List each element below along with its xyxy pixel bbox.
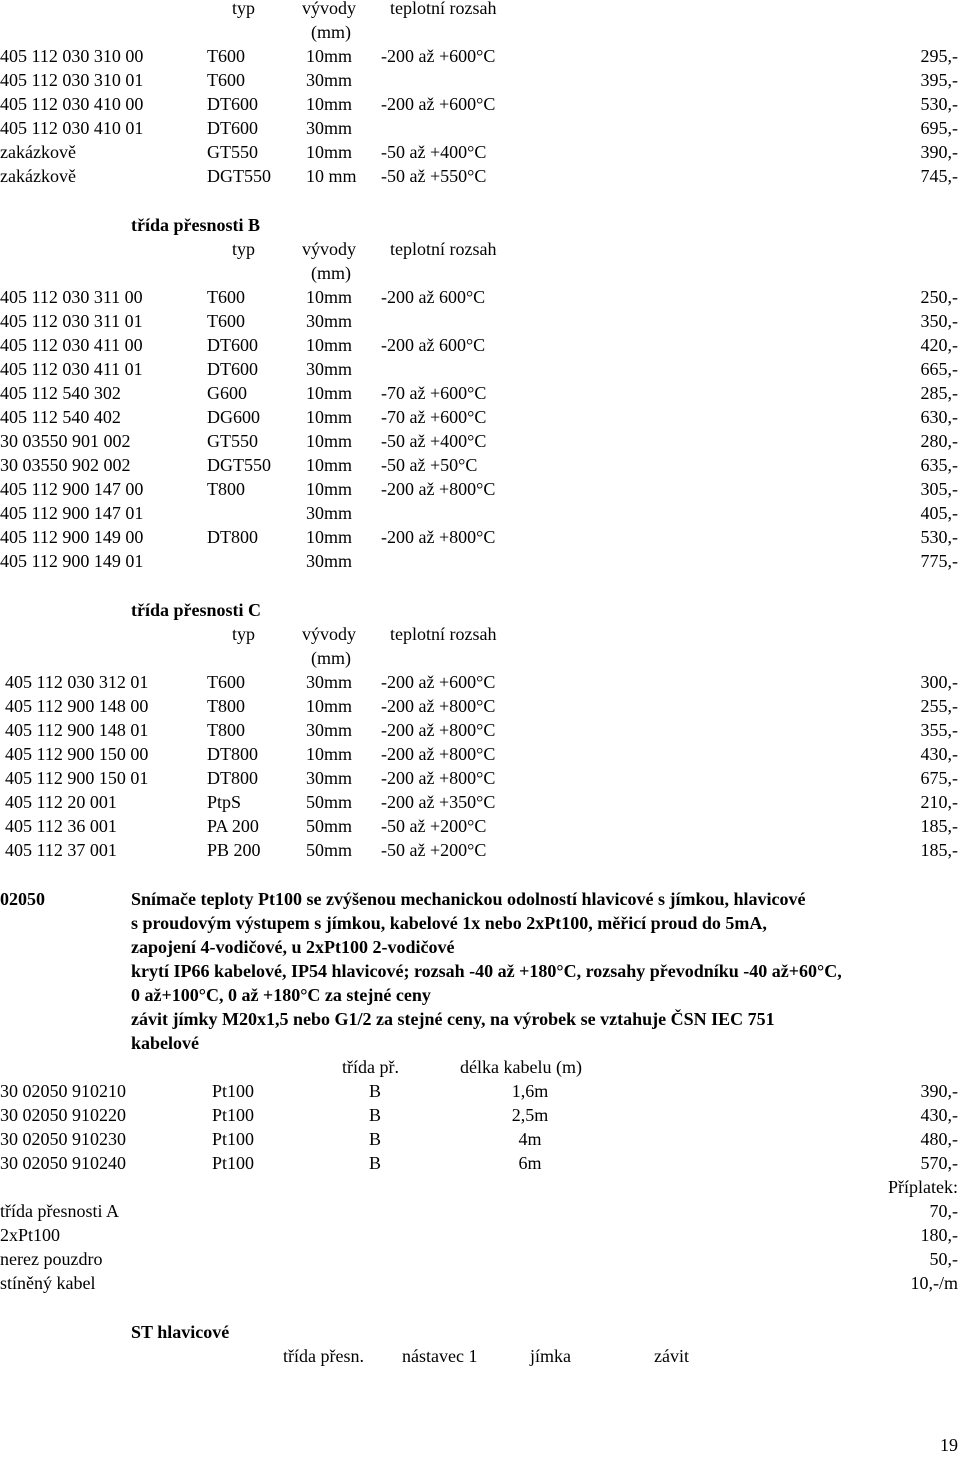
cell-rozsah: -200 až +600°C xyxy=(381,94,496,114)
cell-vyvody: 30mm xyxy=(306,311,353,331)
cell-code: 405 112 900 147 01 xyxy=(0,503,144,523)
cell-rozsah: -200 až +800°C xyxy=(381,479,496,499)
cell-typ: DGT550 xyxy=(207,166,271,186)
cell-vyvody: 50mm xyxy=(306,840,353,860)
cell-rozsah: -50 až +400°C xyxy=(381,142,487,162)
cell-delka: 2,5m xyxy=(511,1105,549,1125)
cell-code: zakázkově xyxy=(0,142,76,162)
table-row xyxy=(0,44,960,68)
cell-code: 405 112 900 148 00 xyxy=(5,696,149,716)
cell-code: 405 112 36 001 xyxy=(5,816,117,836)
cell-typ: DGT550 xyxy=(207,455,271,475)
header-mm: (mm) xyxy=(311,22,351,42)
table-row xyxy=(0,766,960,790)
cell-code: 405 112 900 148 01 xyxy=(5,720,149,740)
description-line: zapojení 4-vodičové, u 2xPt100 2-vodičové xyxy=(131,937,455,957)
cell-cena: 180,- xyxy=(920,1225,958,1245)
cell-rozsah: -200 až +800°C xyxy=(381,768,496,788)
cell-vyvody: 10mm xyxy=(306,527,353,547)
cell-vyvody: 10mm xyxy=(306,383,353,403)
cell-vyvody: 10mm xyxy=(306,455,353,475)
cell-cena: 285,- xyxy=(920,383,958,403)
section-02050-description xyxy=(131,887,960,1055)
table-row xyxy=(0,1223,960,1247)
header-rozsah: teplotní rozsah xyxy=(390,239,497,259)
cell-vyvody: 10mm xyxy=(306,46,353,66)
description-line: krytí IP66 kabelové, IP54 hlavicové; rozsah -40 až +180°C, rozsahy převodníku -40 až+60°C, xyxy=(131,961,842,981)
cell-typ: T600 xyxy=(207,46,245,66)
cell-vyvody: 10 mm xyxy=(306,166,357,186)
cell-typ: T600 xyxy=(207,70,245,90)
table-row xyxy=(0,1079,960,1103)
cell-typ: DT600 xyxy=(207,359,258,379)
cell-cena: 530,- xyxy=(920,527,958,547)
table-row xyxy=(0,357,960,381)
cell-typ: DT600 xyxy=(207,118,258,138)
table-row xyxy=(0,1151,960,1175)
header-trida: třída př. xyxy=(342,1057,399,1077)
header-typ: typ xyxy=(232,624,256,644)
cell-cena: 50,- xyxy=(929,1249,958,1269)
cell-typ: Pt100 xyxy=(212,1081,255,1101)
cell-typ: T800 xyxy=(207,479,245,499)
cell-code: 405 112 20 001 xyxy=(5,792,117,812)
cell-code: 405 112 540 302 xyxy=(0,383,121,403)
cell-vyvody: 50mm xyxy=(306,792,353,812)
cell-vyvody: 10mm xyxy=(306,94,353,114)
table-row xyxy=(0,694,960,718)
table-row xyxy=(0,525,960,549)
table-row xyxy=(0,333,960,357)
cell-rozsah: -50 až +200°C xyxy=(381,840,487,860)
cell-cena: 480,- xyxy=(920,1129,958,1149)
cell-vyvody: 30mm xyxy=(306,359,353,379)
section-b-title: třída přesnosti B xyxy=(131,215,261,235)
cell-code: 405 112 030 411 01 xyxy=(0,359,143,379)
table-row xyxy=(0,429,960,453)
section-b-header xyxy=(0,237,960,261)
table-row xyxy=(0,838,960,862)
section-b-title-line xyxy=(0,213,960,237)
cell-cena: 530,- xyxy=(920,94,958,114)
table-row xyxy=(0,670,960,694)
cell-typ: T800 xyxy=(207,720,245,740)
cell-rozsah: -200 až +800°C xyxy=(381,744,496,764)
header-nastavec: nástavec 1 xyxy=(402,1346,478,1366)
cell-cena: 185,- xyxy=(920,840,958,860)
cell-rozsah: -50 až +200°C xyxy=(381,816,487,836)
section-a-header xyxy=(0,0,960,20)
section-b-header-unit xyxy=(0,261,960,285)
cell-rozsah: -200 až 600°C xyxy=(381,287,486,307)
table-row xyxy=(0,381,960,405)
table-row xyxy=(0,814,960,838)
description-line: závit jímky M20x1,5 nebo G1/2 za stejné ceny, na výrobek se vztahuje ČSN IEC 751 xyxy=(131,1009,775,1029)
cell-code: 405 112 900 150 01 xyxy=(5,768,149,788)
cell-cena: 665,- xyxy=(920,359,958,379)
cell-cena: 405,- xyxy=(920,503,958,523)
cell-rozsah: -50 až +550°C xyxy=(381,166,487,186)
section-st-title: ST hlavicové xyxy=(131,1322,230,1342)
cell-vyvody: 30mm xyxy=(306,503,353,523)
cell-cena: 295,- xyxy=(920,46,958,66)
table-row xyxy=(0,549,960,573)
cell-cena: 305,- xyxy=(920,479,958,499)
header-jimka: jímka xyxy=(530,1346,571,1366)
header-vyvody: vývody xyxy=(302,239,356,259)
table-row xyxy=(0,164,960,188)
cell-code: 405 112 030 410 01 xyxy=(0,118,144,138)
header-trida: třída přesn. xyxy=(283,1346,364,1366)
cell-code: 405 112 030 311 00 xyxy=(0,287,143,307)
header-typ: typ xyxy=(232,0,256,18)
header-rozsah: teplotní rozsah xyxy=(390,0,497,18)
cell-cena: 355,- xyxy=(920,720,958,740)
cell-typ: Pt100 xyxy=(212,1129,255,1149)
table-row xyxy=(0,116,960,140)
cell-typ: T600 xyxy=(207,672,245,692)
table-row xyxy=(0,718,960,742)
cell-vyvody: 10mm xyxy=(306,696,353,716)
cell-rozsah: -200 až +800°C xyxy=(381,527,496,547)
priplatek-label: Příplatek: xyxy=(888,1177,958,1197)
cell-rozsah: -200 až +800°C xyxy=(381,696,496,716)
cell-delka: 6m xyxy=(518,1153,542,1173)
cell-typ: T600 xyxy=(207,287,245,307)
cell-cena: 570,- xyxy=(920,1153,958,1173)
cell-rozsah: -200 až +600°C xyxy=(381,46,496,66)
section-c-header-unit xyxy=(0,646,960,670)
cell-typ: G600 xyxy=(207,383,247,403)
cell-typ: Pt100 xyxy=(212,1105,255,1125)
cell-cena: 350,- xyxy=(920,311,958,331)
cell-rozsah: -200 až +350°C xyxy=(381,792,496,812)
cell-cena: 300,- xyxy=(920,672,958,692)
table-row xyxy=(0,1247,960,1271)
cell-label: nerez pouzdro xyxy=(0,1249,103,1269)
header-vyvody: vývody xyxy=(302,0,356,18)
cell-typ: DT800 xyxy=(207,527,258,547)
header-mm: (mm) xyxy=(311,648,351,668)
description-line: Snímače teploty Pt100 se zvýšenou mechanickou odolností hlavicové s jímkou, hlavicové xyxy=(131,889,806,909)
cell-cena: 635,- xyxy=(920,455,958,475)
table-row xyxy=(0,790,960,814)
cell-cena: 430,- xyxy=(920,1105,958,1125)
section-02050-header xyxy=(0,1055,960,1079)
cell-typ: T600 xyxy=(207,311,245,331)
cell-cena: 280,- xyxy=(920,431,958,451)
cell-label: třída přesnosti A xyxy=(0,1201,119,1221)
header-vyvody: vývody xyxy=(302,624,356,644)
cell-code: 405 112 900 147 00 xyxy=(0,479,144,499)
cell-code: 405 112 37 001 xyxy=(5,840,117,860)
cell-typ: DT800 xyxy=(207,768,258,788)
cell-rozsah: -50 až +400°C xyxy=(381,431,487,451)
cell-vyvody: 30mm xyxy=(306,720,353,740)
cell-vyvody: 10mm xyxy=(306,142,353,162)
cell-rozsah: -50 až +50°C xyxy=(381,455,478,475)
cell-cena: 10,-/m xyxy=(910,1273,958,1293)
cell-code: 405 112 900 149 00 xyxy=(0,527,144,547)
cell-typ: GT550 xyxy=(207,431,258,451)
description-line: s proudovým výstupem s jímkou, kabelové 1x nebo 2xPt100, měřicí proud do 5mA, xyxy=(131,913,767,933)
cell-typ: GT550 xyxy=(207,142,258,162)
cell-cena: 675,- xyxy=(920,768,958,788)
cell-trida: B xyxy=(368,1105,381,1125)
cell-vyvody: 10mm xyxy=(306,479,353,499)
cell-trida: B xyxy=(368,1153,381,1173)
table-row xyxy=(0,405,960,429)
table-row xyxy=(0,309,960,333)
header-zavit: závit xyxy=(654,1346,689,1366)
header-typ: typ xyxy=(232,239,256,259)
table-row xyxy=(0,1103,960,1127)
cell-code: 405 112 900 150 00 xyxy=(5,744,149,764)
cell-cena: 395,- xyxy=(920,70,958,90)
cell-vyvody: 30mm xyxy=(306,672,353,692)
header-rozsah: teplotní rozsah xyxy=(390,624,497,644)
table-row xyxy=(0,1199,960,1223)
cell-code: zakázkově xyxy=(0,166,76,186)
cell-delka: 4m xyxy=(518,1129,542,1149)
cell-rozsah: -70 až +600°C xyxy=(381,383,487,403)
cell-vyvody: 10mm xyxy=(306,407,353,427)
cell-cena: 70,- xyxy=(929,1201,958,1221)
cell-typ: PtpS xyxy=(207,792,242,812)
cell-cena: 185,- xyxy=(920,816,958,836)
section-st-title-line xyxy=(0,1320,960,1344)
cell-rozsah: -70 až +600°C xyxy=(381,407,487,427)
cell-code: 405 112 030 310 00 xyxy=(0,46,144,66)
cell-cena: 695,- xyxy=(920,118,958,138)
cell-cena: 390,- xyxy=(920,142,958,162)
cell-cena: 210,- xyxy=(920,792,958,812)
cell-code: 405 112 030 310 01 xyxy=(0,70,144,90)
table-row xyxy=(0,285,960,309)
cell-rozsah: -200 až +800°C xyxy=(381,720,496,740)
cell-typ: T800 xyxy=(207,696,245,716)
cell-cena: 250,- xyxy=(920,287,958,307)
section-st-header xyxy=(0,1344,960,1368)
cell-vyvody: 50mm xyxy=(306,816,353,836)
cell-rozsah: -200 až +600°C xyxy=(381,672,496,692)
cell-label: stíněný kabel xyxy=(0,1273,96,1293)
cell-typ: PA 200 xyxy=(207,816,259,836)
table-row xyxy=(0,1271,960,1295)
cell-code: 30 02050 910210 xyxy=(0,1081,126,1101)
cell-typ: DT600 xyxy=(207,335,258,355)
cell-code: 405 112 030 311 01 xyxy=(0,311,143,331)
table-row xyxy=(0,140,960,164)
cell-typ: DT600 xyxy=(207,94,258,114)
cell-code: 405 112 030 312 01 xyxy=(5,672,149,692)
cell-code: 30 03550 901 002 xyxy=(0,431,131,451)
cell-code: 405 112 030 410 00 xyxy=(0,94,144,114)
table-row xyxy=(0,68,960,92)
description-line: 0 až+100°C, 0 až +180°C za stejné ceny xyxy=(131,985,431,1005)
cell-cena: 745,- xyxy=(920,166,958,186)
section-a-header-unit xyxy=(0,20,960,44)
cell-vyvody: 30mm xyxy=(306,768,353,788)
cell-code: 30 02050 910230 xyxy=(0,1129,126,1149)
cell-trida: B xyxy=(368,1129,381,1149)
cell-cena: 390,- xyxy=(920,1081,958,1101)
table-row xyxy=(0,1127,960,1151)
cell-code: 30 02050 910240 xyxy=(0,1153,126,1173)
cell-typ: PB 200 xyxy=(207,840,261,860)
page-number: 19 xyxy=(940,1435,958,1455)
cell-rozsah: -200 až 600°C xyxy=(381,335,486,355)
header-delka: délka kabelu (m) xyxy=(460,1057,582,1077)
table-row xyxy=(0,92,960,116)
description-line: kabelové xyxy=(131,1033,200,1053)
cell-vyvody: 30mm xyxy=(306,551,353,571)
cell-code: 30 03550 902 002 xyxy=(0,455,131,475)
table-row xyxy=(0,742,960,766)
table-row xyxy=(0,477,960,501)
cell-vyvody: 10mm xyxy=(306,744,353,764)
cell-vyvody: 30mm xyxy=(306,70,353,90)
cell-vyvody: 30mm xyxy=(306,118,353,138)
cell-delka: 1,6m xyxy=(511,1081,549,1101)
cell-typ: DG600 xyxy=(207,407,260,427)
section-c-header xyxy=(0,622,960,646)
cell-cena: 420,- xyxy=(920,335,958,355)
header-mm: (mm) xyxy=(311,263,351,283)
cell-code: 405 112 030 411 00 xyxy=(0,335,143,355)
cell-trida: B xyxy=(368,1081,381,1101)
section-number: 02050 xyxy=(0,889,45,909)
cell-cena: 630,- xyxy=(920,407,958,427)
cell-cena: 775,- xyxy=(920,551,958,571)
cell-vyvody: 10mm xyxy=(306,287,353,307)
cell-vyvody: 10mm xyxy=(306,335,353,355)
cell-vyvody: 10mm xyxy=(306,431,353,451)
cell-code: 405 112 540 402 xyxy=(0,407,121,427)
cell-cena: 255,- xyxy=(920,696,958,716)
section-c-title-line xyxy=(0,598,960,622)
priplatek-line xyxy=(0,1175,960,1199)
table-row xyxy=(0,453,960,477)
cell-code: 405 112 900 149 01 xyxy=(0,551,144,571)
cell-cena: 430,- xyxy=(920,744,958,764)
section-c-title: třída přesnosti C xyxy=(131,600,261,620)
cell-typ: DT800 xyxy=(207,744,258,764)
table-row xyxy=(0,501,960,525)
cell-code: 30 02050 910220 xyxy=(0,1105,126,1125)
cell-typ: Pt100 xyxy=(212,1153,255,1173)
cell-label: 2xPt100 xyxy=(0,1225,61,1245)
